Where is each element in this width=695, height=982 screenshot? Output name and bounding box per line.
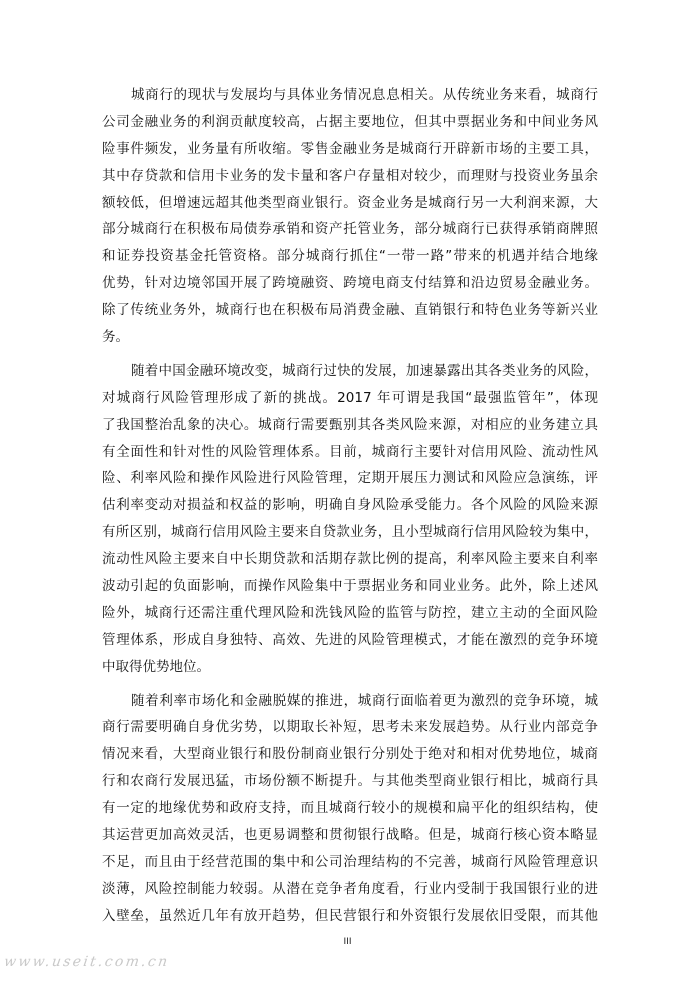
text-line: 了我国整治乱象的决心。城商行需要甄别其各类风险来源，对相应的业务建立具	[102, 416, 598, 433]
text-line: 管理体系，形成自身独特、高效、先进的风险管理模式，才能在激烈的竞争环境	[102, 631, 598, 648]
text-line: 波动引起的负面影响，而操作风险集中于票据业务和同业业务。此外，除上述风	[102, 578, 598, 595]
text-line: 险外，城商行还需注重代理风险和洗钱风险的监管与防控，建立主动的全面风险	[102, 604, 598, 621]
text-line: 险事件频发，业务量有所收缩。零售金融业务是城商行开辟新市场的主要工具，	[102, 140, 598, 157]
text-line: 估利率变动对损益和权益的影响，明确自身风险承受能力。各个风险的风险来源	[102, 497, 598, 514]
text-line: 部分城商行在积极布局债券承销和资产托管业务，部分城商行已获得承销商牌照	[102, 221, 598, 238]
text-line: 公司金融业务的利润贡献度较高，占据主要地位，但其中票据业务和中间业务风	[102, 113, 598, 130]
text-line: 行和农商行发展迅猛，市场份额不断提升。与其他类型商业银行相比，城商行具	[102, 773, 598, 790]
text-line: 务。	[102, 329, 129, 346]
text-line: 商行需要明确自身优劣势，以期取长补短，思考未来发展趋势。从行业内部竞争	[102, 719, 598, 736]
text-line: 不足，而且由于经营范围的集中和公司治理结构的不完善，城商行风险管理意识	[102, 853, 598, 870]
text-line: 和证券投资基金托管资格。部分城商行抓住“一带一路”带来的机遇并结合地缘	[102, 248, 598, 265]
watermark: www.useit.com.cn	[2, 954, 171, 970]
text-line: 优势，针对边境邻国开展了跨境融资、跨境电商支付结算和沿边贸易金融业务。	[102, 275, 598, 292]
text-line: 除了传统业务外，城商行也在积极布局消费金融、直销银行和特色业务等新兴业	[102, 302, 598, 319]
body-text	[102, 82, 598, 937]
text-line: 淡薄，风险控制能力较弱。从潜在竞争者角度看，行业内受制于我国银行业的进	[102, 880, 598, 897]
text-line: 流动性风险主要来自中长期贷款和活期存款比例的提高，利率风险主要来自利率	[102, 551, 598, 568]
paragraph	[102, 688, 598, 930]
text-line: 有一定的地缘优势和政府支持，而且城商行较小的规模和扁平化的组织结构，使	[102, 800, 598, 817]
text-line: 额较低，但增速远超其他类型商业银行。资金业务是城商行另一大利润来源，大	[102, 194, 598, 211]
text-line: 其运营更加高效灵活，也更易调整和贯彻银行战略。但是，城商行核心资本略显	[102, 827, 598, 844]
text-line: 有所区别，城商行信用风险主要来自贷款业务，且小型城商行信用风险较为集中，	[102, 524, 598, 541]
text-line: 随着利率市场化和金融脱媒的推进，城商行面临着更为激烈的竞争环境，城	[131, 692, 598, 709]
text-line: 中取得优势地位。	[102, 658, 210, 675]
paragraph	[102, 358, 598, 681]
page-number: III	[343, 937, 352, 947]
text-line: 随着中国金融环境改变，城商行过快的发展，加速暴露出其各类业务的风险，	[131, 362, 598, 379]
text-line: 险、利率风险和操作风险进行风险管理，定期开展压力测试和风险应急演练，评	[102, 470, 598, 487]
text-line: 对城商行风险管理形成了新的挑战。2017 年可谓是我国“最强监管年”，体现	[102, 389, 598, 406]
text-line: 情况来看，大型商业银行和股份制商业银行分别处于绝对和相对优势地位，城商	[102, 746, 598, 763]
text-line: 其中存贷款和信用卡业务的发卡量和客户存量相对较少，而理财与投资业务虽余	[102, 167, 598, 184]
paragraph	[102, 82, 598, 351]
text-line: 入壁垒，虽然近几年有放开趋势，但民营银行和外资银行发展依旧受限，而其他	[102, 907, 598, 924]
text-line: 城商行的现状与发展均与具体业务情况息息相关。从传统业务来看，城商行	[131, 87, 598, 103]
text-line: 有全面性和针对性的风险管理体系。目前，城商行主要针对信用风险、流动性风	[102, 443, 598, 460]
